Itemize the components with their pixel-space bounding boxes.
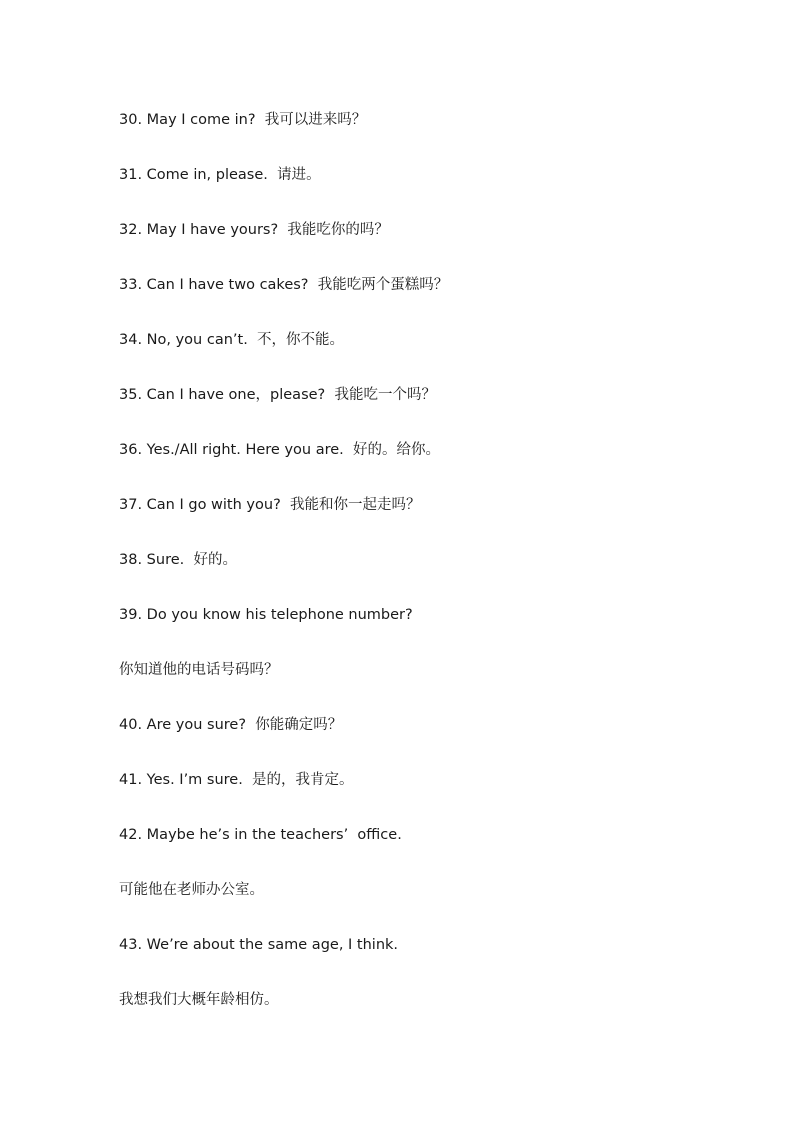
sentence-40: 40. Are you sure? 你能确定吗？ <box>119 717 343 733</box>
sentence-38: 38. Sure. 好的。 <box>119 552 237 568</box>
sentence-43: 43. We’re about the same age, I think. <box>119 937 399 953</box>
sentence-41: 41. Yes. I’m sure. 是的，我肯定。 <box>119 772 354 788</box>
sentence-39-translation: 你知道他的电话号码吗？ <box>119 662 279 678</box>
sentence-37: 37. Can I go with you? 我能和你一起走吗？ <box>119 497 421 513</box>
sentence-35: 35. Can I have one，please? 我能吃一个吗？ <box>119 387 436 403</box>
sentence-31: 31. Come in, please. 请进。 <box>119 167 321 183</box>
sentence-36: 36. Yes./All right. Here you are. 好的。给你。 <box>119 442 440 458</box>
sentence-43-translation: 我想我们大概年龄相仿。 <box>119 992 279 1008</box>
sentence-42-translation: 可能他在老师办公室。 <box>119 882 264 898</box>
sentence-33: 33. Can I have two cakes? 我能吃两个蛋糕吗？ <box>119 277 449 293</box>
sentence-39: 39. Do you know his telephone number? <box>119 607 413 623</box>
sentence-30: 30. May I come in? 我可以进来吗？ <box>119 112 367 128</box>
sentence-42: 42. Maybe he’s in the teachers’ office. <box>119 827 402 843</box>
sentence-32: 32. May I have yours? 我能吃你的吗？ <box>119 222 389 238</box>
sentence-34: 34. No, you can’t. 不，你不能。 <box>119 332 345 348</box>
